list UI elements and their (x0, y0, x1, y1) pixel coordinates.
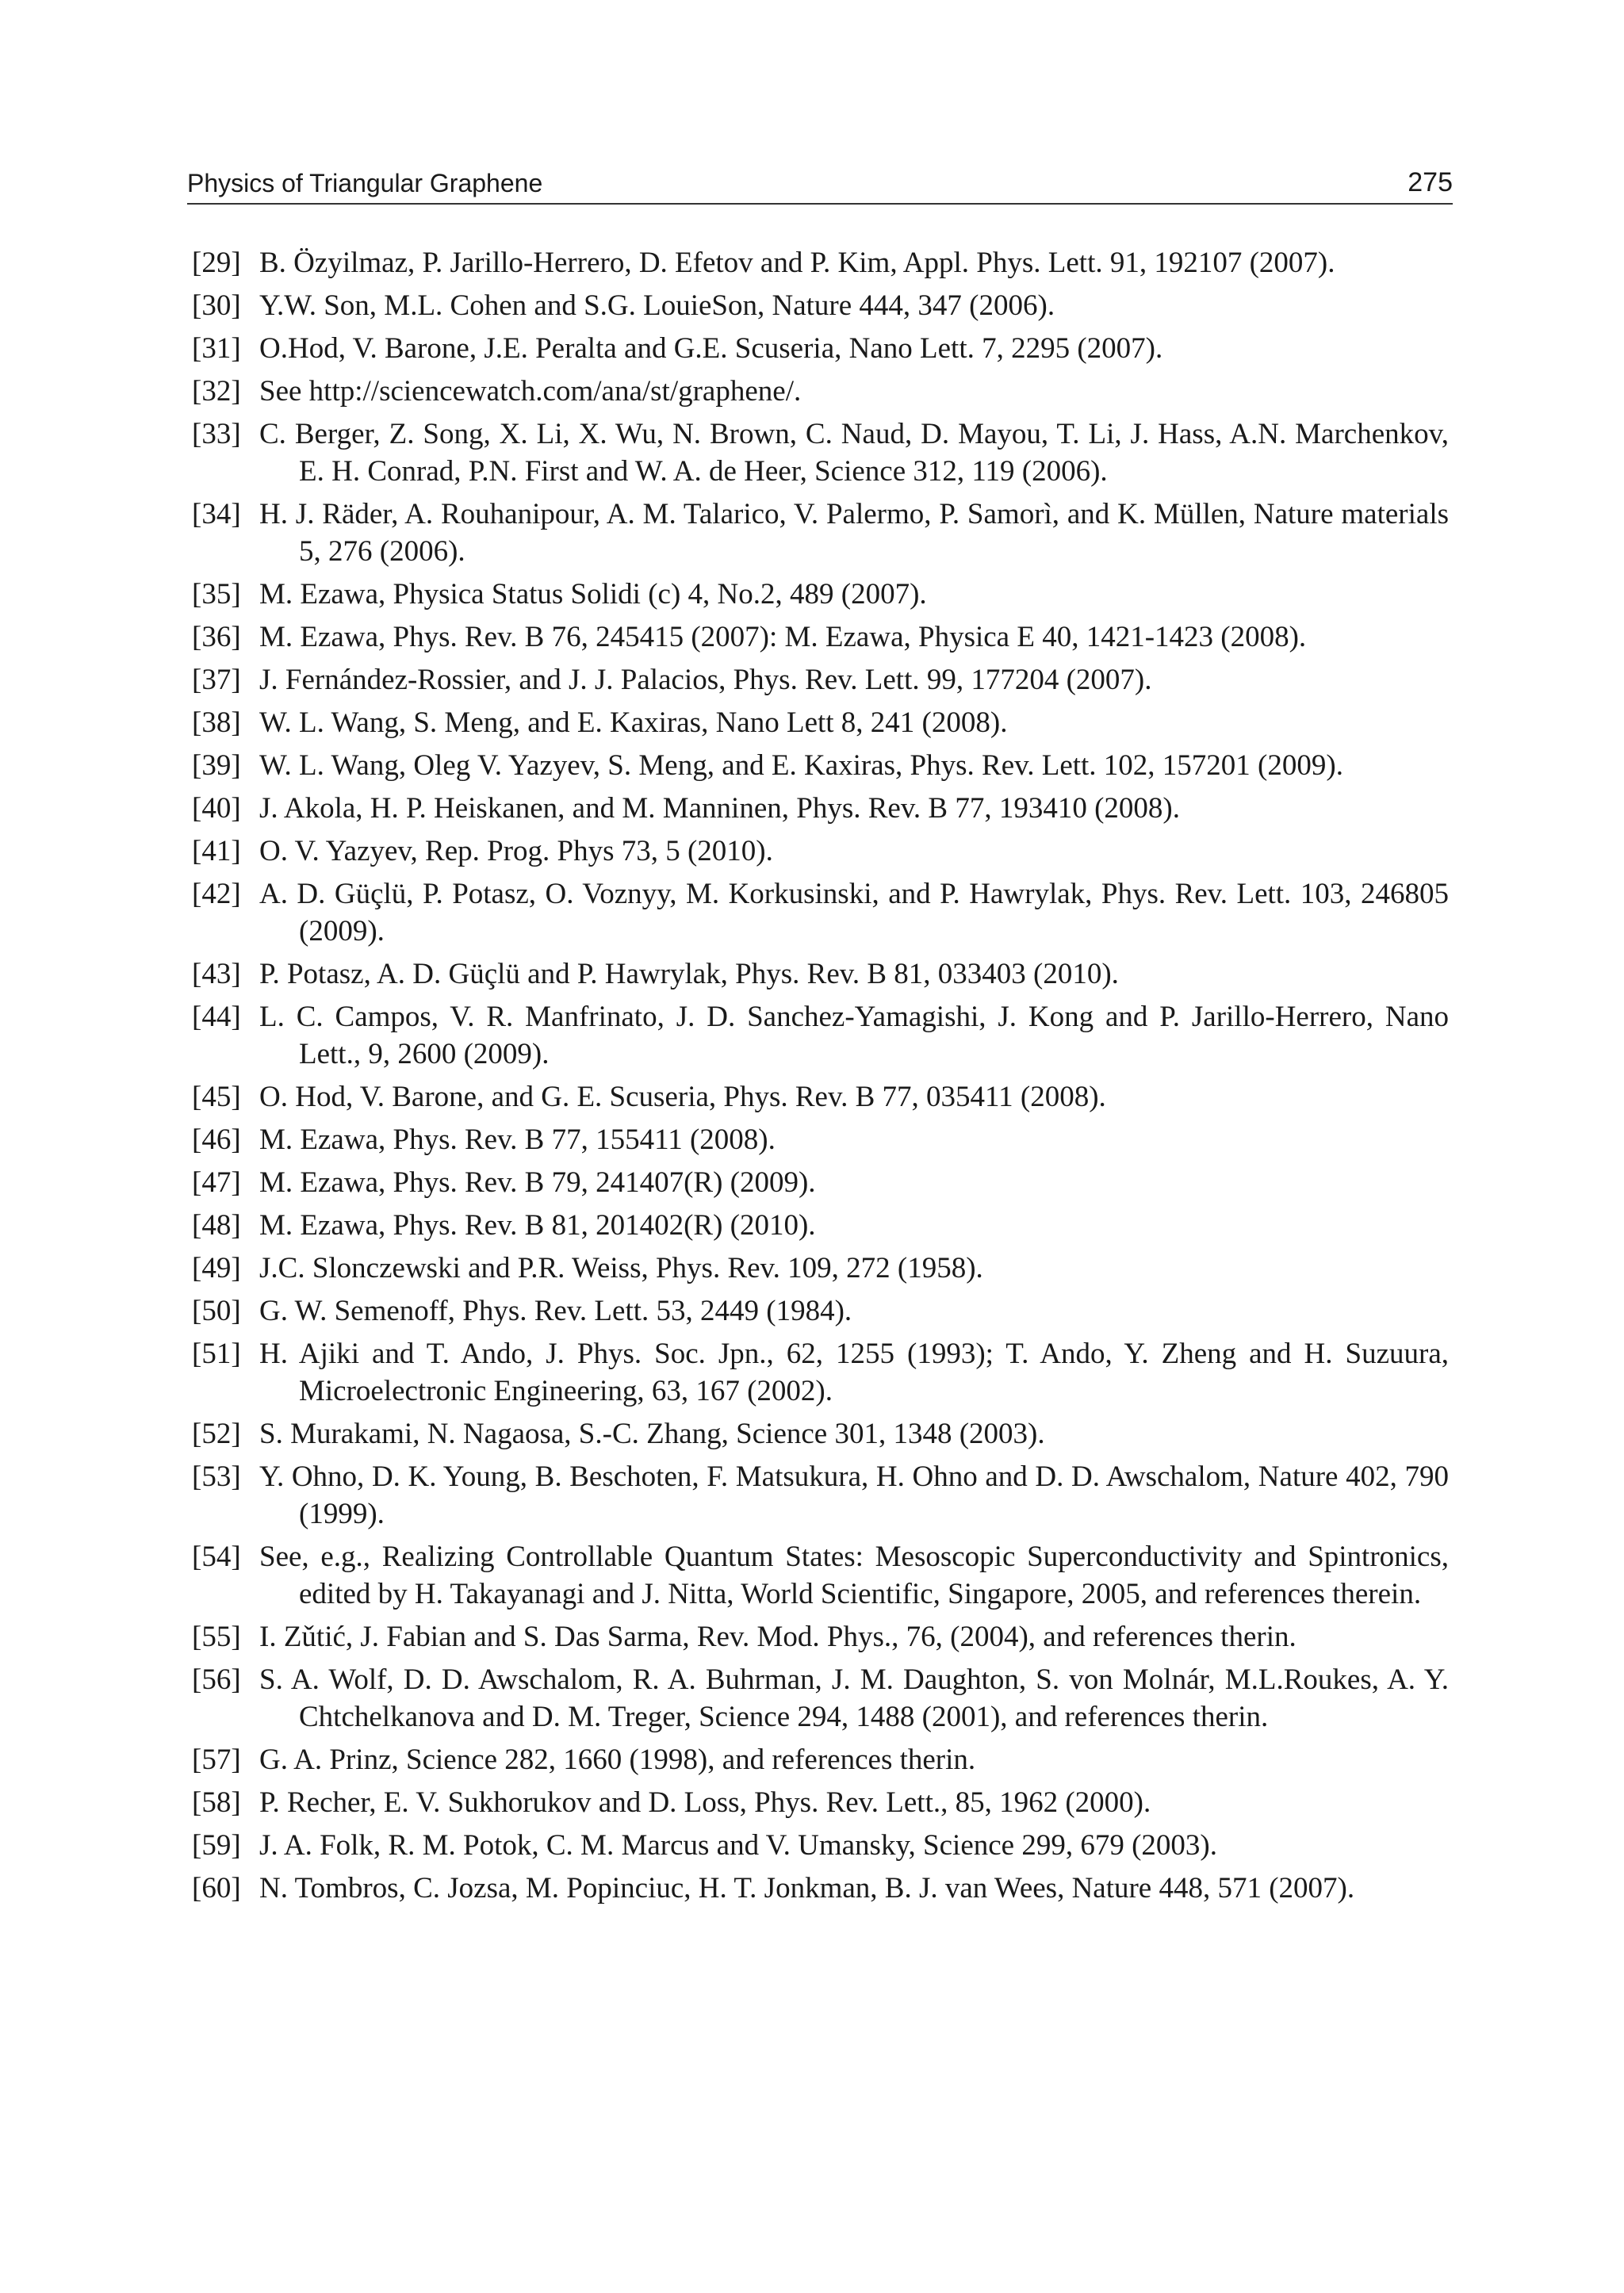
reference-text: P. Recher, E. V. Sukhorukov and D. Loss, Phys. Rev. Lett., 85, 1962 (2000). (259, 1786, 1151, 1819)
reference-number: [48] (192, 1209, 241, 1242)
reference-text: P. Potasz, A. D. Güçlü and P. Hawrylak, Phys. Rev. B 81, 033403 (2010). (259, 958, 1119, 990)
reference-text: I. Zǔtić, J. Fabian and S. Das Sarma, Rev. Mod. Phys., 76, (2004), and references therin. (259, 1621, 1297, 1653)
reference-number: [50] (192, 1295, 241, 1327)
reference-item (192, 496, 1449, 570)
reference-text: N. Tombros, C. Jozsa, M. Popinciuc, H. T. Jonkman, B. J. van Wees, Nature 448, 571 (2007). (259, 1872, 1355, 1904)
reference-item (192, 704, 1449, 741)
reference-text: L. C. Campos, V. R. Manfrinato, J. D. Sanchez-Yamagishi, J. Kong and P. Jarillo-Herrero, Nano Lett., 9, 2600 (2009). (259, 1001, 1449, 1070)
reference-item (192, 244, 1449, 281)
reference-text: M. Ezawa, Phys. Rev. B 81, 201402(R) (2010). (259, 1209, 816, 1242)
reference-text: M. Ezawa, Physica Status Solidi (c) 4, No.2, 489 (2007). (259, 578, 927, 611)
reference-text: W. L. Wang, S. Meng, and E. Kaxiras, Nano Lett 8, 241 (2008). (259, 706, 1008, 739)
reference-number: [34] (192, 498, 241, 530)
reference-number: [42] (192, 878, 241, 910)
reference-text: B. Özyilmaz, P. Jarillo-Herrero, D. Efetov and P. Kim, Appl. Phys. Lett. 91, 192107 (2007). (259, 247, 1335, 279)
reference-item (192, 1335, 1449, 1410)
reference-text: J. A. Folk, R. M. Potok, C. M. Marcus and V. Umansky, Science 299, 679 (2003). (259, 1829, 1217, 1862)
reference-number: [32] (192, 375, 241, 408)
reference-number: [43] (192, 958, 241, 990)
reference-number: [58] (192, 1786, 241, 1819)
reference-text: H. Ajiki and T. Ando, J. Phys. Soc. Jpn., 62, 1255 (1993); T. Ando, Y. Zheng and H. Suzuura, Microelectronic Engineering, 63, 167 (2002). (259, 1338, 1449, 1407)
reference-item (192, 661, 1449, 699)
reference-item (192, 1741, 1449, 1778)
reference-number: [46] (192, 1124, 241, 1156)
reference-item (192, 330, 1449, 367)
reference-item (192, 1250, 1449, 1287)
reference-number: [47] (192, 1166, 241, 1199)
reference-text: W. L. Wang, Oleg V. Yazyev, S. Meng, and E. Kaxiras, Phys. Rev. Lett. 102, 157201 (2009). (259, 749, 1343, 782)
reference-number: [49] (192, 1252, 241, 1284)
reference-item (192, 1661, 1449, 1736)
reference-text: S. Murakami, N. Nagaosa, S.-C. Zhang, Science 301, 1348 (2003). (259, 1418, 1045, 1450)
reference-item (192, 1827, 1449, 1864)
reference-number: [53] (192, 1460, 241, 1493)
reference-item (192, 373, 1449, 410)
reference-item (192, 1164, 1449, 1201)
reference-text: J. Fernández-Rossier, and J. J. Palacios, Phys. Rev. Lett. 99, 177204 (2007). (259, 664, 1152, 696)
reference-text: M. Ezawa, Phys. Rev. B 77, 155411 (2008). (259, 1124, 776, 1156)
reference-item (192, 1292, 1449, 1330)
reference-item (192, 1458, 1449, 1533)
reference-item (192, 955, 1449, 993)
reference-item (192, 747, 1449, 784)
reference-text: O.Hod, V. Barone, J.E. Peralta and G.E. Scuseria, Nano Lett. 7, 2295 (2007). (259, 332, 1163, 365)
reference-item (192, 998, 1449, 1073)
reference-number: [40] (192, 792, 241, 825)
reference-item (192, 790, 1449, 827)
reference-number: [60] (192, 1872, 241, 1904)
reference-number: [30] (192, 289, 241, 322)
reference-number: [35] (192, 578, 241, 611)
running-header (187, 163, 1453, 205)
reference-text: M. Ezawa, Phys. Rev. B 76, 245415 (2007): M. Ezawa, Physica E 40, 1421-1423 (2008). (259, 621, 1307, 653)
reference-item (192, 1870, 1449, 1907)
reference-text: Y.W. Son, M.L. Cohen and S.G. LouieSon, Nature 444, 347 (2006). (259, 289, 1055, 322)
reference-item (192, 1618, 1449, 1656)
reference-item (192, 1784, 1449, 1821)
reference-number: [52] (192, 1418, 241, 1450)
reference-text: A. D. Güçlü, P. Potasz, O. Voznyy, M. Korkusinski, and P. Hawrylak, Phys. Rev. Lett. 103, 246805 (2009). (259, 878, 1449, 947)
reference-text: O. Hod, V. Barone, and G. E. Scuseria, Phys. Rev. B 77, 035411 (2008). (259, 1081, 1106, 1113)
reference-text: J.C. Slonczewski and P.R. Weiss, Phys. Rev. 109, 272 (1958). (259, 1252, 983, 1284)
reference-number: [51] (192, 1338, 241, 1370)
reference-text: G. W. Semenoff, Phys. Rev. Lett. 53, 2449 (1984). (259, 1295, 852, 1327)
reference-item (192, 1078, 1449, 1116)
reference-number: [33] (192, 418, 241, 450)
reference-number: [56] (192, 1663, 241, 1696)
reference-text: O. V. Yazyev, Rep. Prog. Phys 73, 5 (2010). (259, 835, 773, 867)
reference-number: [31] (192, 332, 241, 365)
reference-number: [29] (192, 247, 241, 279)
reference-item (192, 287, 1449, 324)
reference-item (192, 415, 1449, 490)
reference-text: C. Berger, Z. Song, X. Li, X. Wu, N. Brown, C. Naud, D. Mayou, T. Li, J. Hass, A.N. Marchenkov, E. H. Conrad, P.N. First and W. A. de Heer, Science 312, 119 (2006). (259, 418, 1449, 488)
reference-item (192, 1415, 1449, 1453)
reference-number: [37] (192, 664, 241, 696)
page-number: 275 (1408, 167, 1453, 197)
reference-number: [57] (192, 1744, 241, 1776)
reference-item (192, 1207, 1449, 1244)
header-title: Physics of Triangular Graphene (187, 169, 543, 197)
reference-item (192, 833, 1449, 870)
reference-item (192, 1538, 1449, 1613)
reference-text: See, e.g., Realizing Controllable Quantum States: Mesoscopic Superconductivity and Spintronics, edited by H. Takayanagi and J. Nitta, World Scientific, Singapore, 2005, and references therein. (259, 1541, 1449, 1610)
reference-number: [38] (192, 706, 241, 739)
reference-item (192, 576, 1449, 613)
reference-text: M. Ezawa, Phys. Rev. B 79, 241407(R) (2009). (259, 1166, 816, 1199)
reference-text: H. J. Räder, A. Rouhanipour, A. M. Talarico, V. Palermo, P. Samorì, and K. Müllen, Nature materials 5, 276 (2006). (259, 498, 1449, 568)
reference-item (192, 1121, 1449, 1158)
reference-number: [44] (192, 1001, 241, 1033)
reference-item (192, 618, 1449, 656)
reference-text: J. Akola, H. P. Heiskanen, and M. Manninen, Phys. Rev. B 77, 193410 (2008). (259, 792, 1180, 825)
reference-text: G. A. Prinz, Science 282, 1660 (1998), and references therin. (259, 1744, 976, 1776)
reference-number: [54] (192, 1541, 241, 1573)
reference-text: Y. Ohno, D. K. Young, B. Beschoten, F. Matsukura, H. Ohno and D. D. Awschalom, Nature 402, 790 (1999). (259, 1460, 1449, 1530)
reference-text: S. A. Wolf, D. D. Awschalom, R. A. Buhrman, J. M. Daughton, S. von Molnár, M.L.Roukes, A. Y. Chtchelkanova and D. M. Treger, Science 294, 1488 (2001), and references therin. (259, 1663, 1449, 1733)
reference-number: [39] (192, 749, 241, 782)
reference-number: [59] (192, 1829, 241, 1862)
reference-list (192, 244, 1449, 1912)
reference-item (192, 875, 1449, 950)
reference-number: [55] (192, 1621, 241, 1653)
reference-text: See http://sciencewatch.com/ana/st/graphene/. (259, 375, 802, 408)
reference-number: [45] (192, 1081, 241, 1113)
reference-number: [41] (192, 835, 241, 867)
reference-number: [36] (192, 621, 241, 653)
